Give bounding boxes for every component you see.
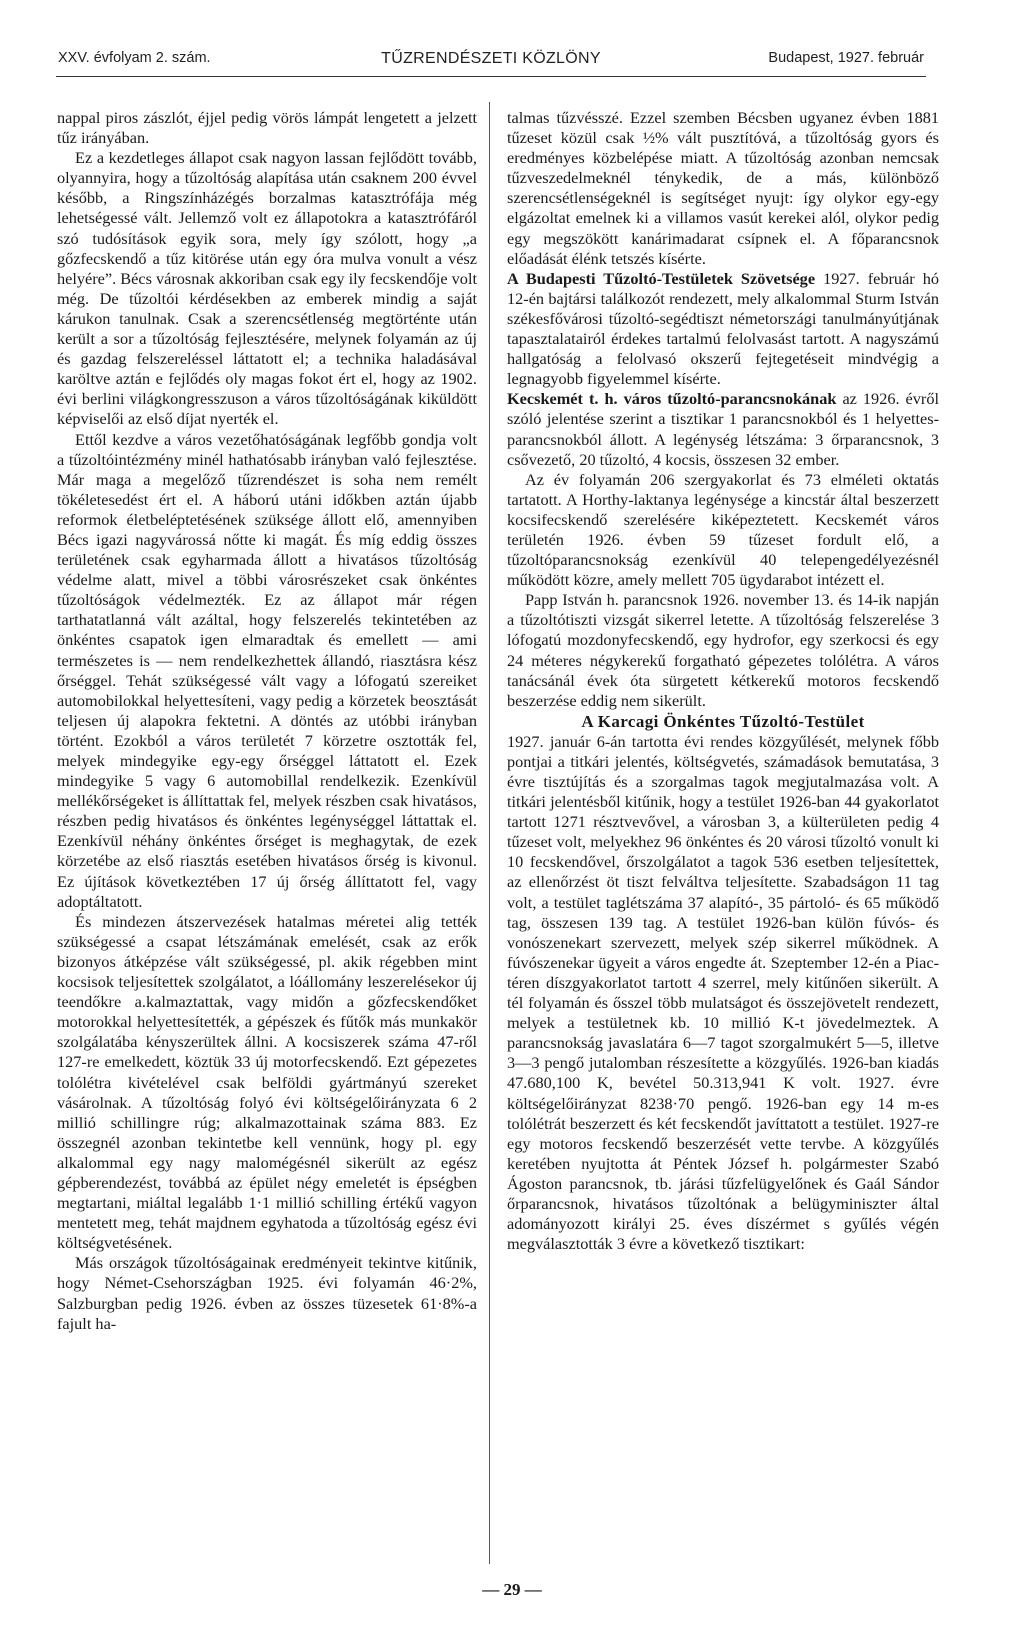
paragraph: talmas tűzvésszé. Ezzel szemben Bécsben ugyanez évben 1881 tűzeset közül csak ½% vált pusztítóvá, a tűzoltóság gyors és eredményes közbelépése miatt. A tűzoltóság azonban nemcsak tűzveszedelmeknél ténykedik, de a más, különböző szerencsétlenségeknél is segítséget nyujt: így olykor egy-egy elgázoltat emelnek ki a villamos vasút kerekei alól, olykor pedig egy megszökött kanárimadarat csípnek el. A főparancsnok előadását élénk tetszés kísérte. xyxy=(507,108,939,268)
column-divider xyxy=(489,102,490,1564)
paragraph: 1927. január 6-án tartotta évi rendes közgyűlését, melynek főbb pontjai a titkári jelentés, költségvetés, számadások bemutatása, 3 évre tisztújítás és a szorgalmas tagok megjutalmazása volt. A titkári jelentésből kitűnik, hogy a testület 1926-ban 44 gyakorlatot tartott 1271 résztvevővel, a városban 3, a külterületen pedig 4 tűzeset volt, melyekhez 96 önkéntes és 20 városi tűzoltó vonult ki 10 fecskendővel, őrszolgálatot a tagok 536 esetben teljesítettek, az ellenőrzést öt tiszt felváltva teljesítette. Szabadságon 11 tag volt, a testület taglétszáma 37 alapító-, 35 pártoló- és 65 működő tag, összesen 139 tag. A testület 1926-ban külön fúvós- és vonószenekart szervezett, melyek szép sikerrel működnek. A fúvószenekar ügyeit a város engedte át. Szeptember 12-én a Piac-téren díszgyakorlatot tartott 4 szerrel, mely kitűnően sikerült. A tél folyamán és ősszel több mulatságot és összejövetelt rendezett, melyek a testületnek kb. 10 millió K-t jövedelmeztek. A parancsnokság javaslatára 6—7 tagot szorgalmukért 5—5, illetve 3—3 pengő jutalomban részesítette a közgyűlés. 1926-ban kiadás 47.680,100 K, bevétel 50.313,941 K volt. 1927. évre költségelőirányzat 8238·70 pengő. 1926-ban egy 14 m-es tolólétrát beszerzett és két fecskendőt javíttatott a testület. 1927-re egy motoros fecskendő beszerzését vette tervbe. A közgyűlés keretében nyujtotta át Péntek József h. polgármester Szabó Ágoston parancsnok, tb. járási tűzfelügyelőnek és Gaál Sándor őrparancsnok, hivatásos tűzoltónak a belügyminiszter által adományozott királyi 25. éves díszérmet s gyűlés végén megválasztották 3 évre a következő tisztikart: xyxy=(507,731,939,1254)
paragraph: Az év folyamán 206 szergyakorlat és 73 elméleti oktatás tartatott. A Horthy-laktanya legénysége a kincstár által beszerzett kocsifecskendő szerelésére kiképeztetett. Kecskemét város területén 1926. évben 59 tűzeset fordult elő, a tűzoltóparancsnokság ezenkívül 40 telepengedélyezésnél működött közre, amely mellett 705 ügydarabot intézett el. xyxy=(507,469,939,590)
paragraph: 1927. február hó 12-én bajtársi találkozót rendezett, mely alkalommal Sturm István székesfővárosi tűzoltó-segédtiszt németországi tanulmányútjának tapasztalatairól érdekes tartalmú felolvasást tartott. A nagyszámú hallgatóság a felolvasó okszerű fejtegetéseit mindvégig a legnagyobb figyelemmel kísérte. xyxy=(507,268,939,389)
paragraph: Ez a kezdetleges állapot csak nagyon lassan fejlődött tovább, olyannyira, hogy a tűzoltóság alapítása után csaknem 200 évvel később, a Ringszínházégés borzalmas katasztrófája még lehetségessé vált. Jellemző volt ez állapotokra a katasztrófáról szó tudósítások egyik sora, mely így szólott, hogy „a gőzfecskendő a tűz kitörése után egy óra mulva vonult a vész helyére”. Bécs városnak akkoriban csak egy ily fecskendője volt még. De tűzoltói kérdésekben az emberek mindig a saját kárukon tanulnak. Csak a szerencsétlenség megtörténte után került a sor a tűzoltóság fejlesztésére, melynek folyamán az új és gazdag felszereléssel láttatott el; a technika haladásával karöltve aztán e fejlődés oly magas fokot ért el, hogy az 1902. évi berlini világkongresszuson a város tűzoltóságának kiküldött képviselői az első díjat nyerték el. xyxy=(57,148,477,429)
paragraph: nappal piros zászlót, éjjel pedig vörös lámpát lengetett a jelzett tűz irányában. xyxy=(57,108,477,148)
running-header xyxy=(58,50,924,74)
page-number: — 29 — xyxy=(482,1580,542,1599)
section-heading: Kecskemét t. h. város tűzoltó-parancsnokának xyxy=(507,389,837,409)
paragraph: az 1926. évről szóló jelentése szerint a tisztikar 1 parancsnokból és 1 helyettes-parancsnokból állott. A legénység létszáma: 3 őrparancsnok, 3 csővezető, 20 tűzoltó, 4 kocsis, összesen 32 ember. xyxy=(507,389,939,469)
left-column xyxy=(57,108,477,1558)
paragraph: Papp István h. parancsnok 1926. november 13. és 14-ik napján a tűzoltótiszti vizsgát sikerrel letette. A tűzoltóság felszerelése 3 lófogatú mozdonyfecskendő, egy hydrofor, egy szerkocsi és egy 24 méteres négykerekű forgatható gépezetes tolólétra. A város tanácsánál évek óta sürgetett kétkerekű motoros fecskendő beszerzése eddig nem sikerült. xyxy=(507,590,939,710)
journal-title: TŰZRENDÉSZETI KÖZLÖNY xyxy=(381,50,601,67)
paragraph: És mindezen átszervezések hatalmas méretei alig tették szükségessé a csapat létszámának emelését, csak az erők bizonyos átképzése vált szükségessé, pl. akik régebben mint kocsisok teljesítettek szolgálatot, a lóállomány leszerelésekor új teendőkre a.kalmaztattak, vagy midőn a gőzfecskendőket motorokkal helyettesítették, a gépészek és fűtők más munkakör szolgálatába kényszerültek állni. A kocsiszerek száma 47-ről 127-re emelkedett, köztük 33 új motorfecskendő. Ezt gépezetes tolólétra kivételével csak belföldi gyártmányú szereket vásárolnak. A tűzoltóság folyó évi költségelőirányzata 6 2 millió schillingre rúg; alkalmazottainak száma 883. Ez összegnél azonban tekintetbe kell vennünk, hogy pl. egy alkalommal egy nagy malomégésnél sikerült az egész gépberendezést, továbbá az épület négy emeletét is épségben megtartani, miáltal legalább 1·1 millió schilling értékű vagyon mentetett meg, tehát majdnem egyhatoda a tűzoltóság egész évi költségvetésének. xyxy=(57,911,477,1253)
section-budapest xyxy=(507,269,939,390)
paragraph: Más országok tűzoltóságainak eredményeit tekintve kitűnik, hogy Német-Csehországban 1925. évi folyamán 46·2%, Salzburgban pedig 1926. évben az összes tüzesetek 61·8%-a fajult ha- xyxy=(57,1253,477,1333)
header-rule xyxy=(56,76,926,77)
section-heading: A Karcagi Önkéntes Tűzoltó-Testület xyxy=(581,711,865,731)
date-place: Budapest, 1927. február xyxy=(768,50,924,66)
volume-issue: XXV. évfolyam 2. szám. xyxy=(58,50,211,66)
right-column xyxy=(507,108,939,1558)
section-heading: A Budapesti Tűzoltó-Testületek Szövetsége xyxy=(507,268,816,288)
paragraph: Ettől kezdve a város vezetőhatóságának legfőbb gondja volt a tűzoltóintézmény minél hathatósabb irányban való fejlesztése. Már maga a megelőző tűzrendészet is soha nem remélt tökéletesedést ért el. A háború utáni időkben aztán újabb reformok életbeléptetésének szüksége állott elő, amennyiben Bécs igazi nagyvárossá nőtte ki magát. És míg eddig összes területének csak egyharmada állott a hivatásos tűzoltóság védelme alatt, mivel a többi városrészeket csak önkéntes tűzoltóságok védelmezték. Ez az állapot már régen tarthatatlanná vált azáltal, hogy felszerelés tekintetében az önkéntes csapatok igen elmaradtak és emellett — ami természetes is — nem rendelkezhettek állandó, riasztásra kész őrséggel. Tehát szükségessé vált vagy a lófogatú szereiket automobilokkal helyettesíteni, vagy pedig a körzetek beosztását teljesen új alapokra fektetni. A döntés az utóbbi irányban történt. Ezokból a város területét 7 körzetre osztották fel, melyek mindegyike egy-egy őrséggel láttatott el. Ezek mindegyike 5 vagy 6 automobillal rendelkezik. Ezenkívül mellékőrségeket is állíttattak fel, melyek részben csak hivatásos, részben pedig hivatásos és önkéntes legénységgel láttattak el. Ezenkívül néhány önkéntes őrséget is meghagytak, de ezek körzetébe az első riasztás esetében hivatásos őrség is kivonul. Ez újítások következtében 17 új őrség állíttatott fel, vagy adoptáltatott. xyxy=(57,429,477,911)
section-kecskemet xyxy=(507,389,939,469)
